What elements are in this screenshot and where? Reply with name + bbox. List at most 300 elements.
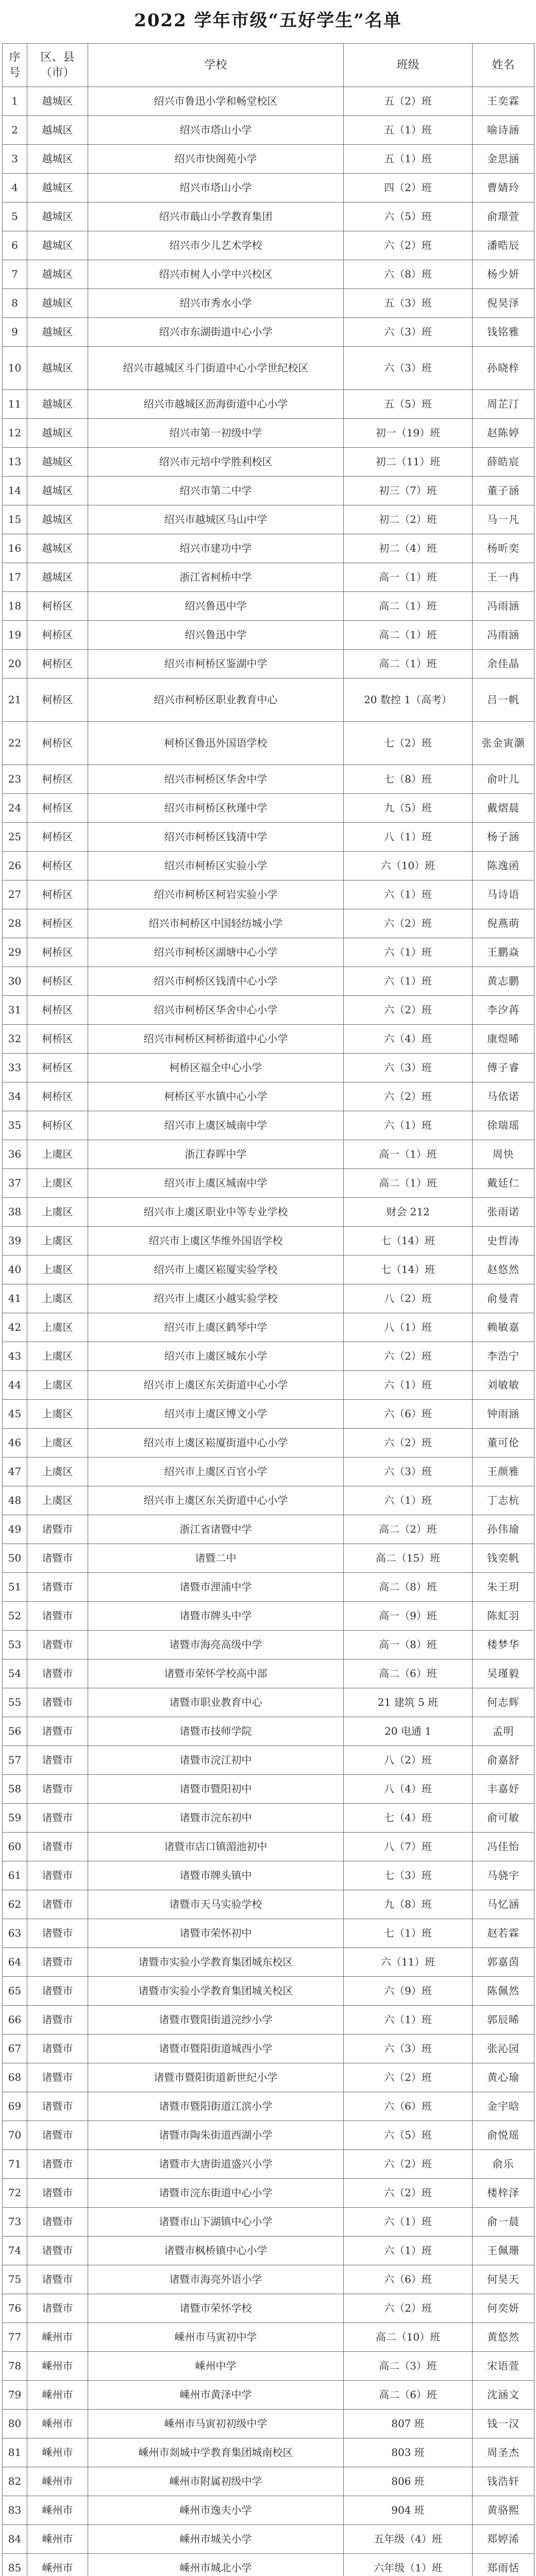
cell-district: 上虞区 [27, 1140, 88, 1169]
cell-school: 嵊州市黄泽中学 [88, 2381, 344, 2410]
table-row [3, 2092, 534, 2121]
header-row [3, 44, 534, 87]
cell-district: 柯桥区 [27, 794, 88, 823]
cell-district: 上虞区 [27, 1342, 88, 1371]
table-row [3, 1746, 534, 1775]
table-row [3, 2496, 534, 2525]
cell-district: 诸暨市 [27, 2092, 88, 2121]
cell-number: 73 [3, 2208, 27, 2236]
cell-district: 诸暨市 [27, 2179, 88, 2208]
cell-number: 35 [3, 1111, 27, 1140]
table-row [3, 1082, 534, 1111]
cell-name: 喻诗涵 [473, 116, 534, 145]
table-row [3, 2265, 534, 2294]
cell-number: 82 [3, 2467, 27, 2496]
table-row [3, 87, 534, 116]
cell-class: 七（2）班 [344, 722, 473, 765]
cell-school: 绍兴市上虞区崧厦实验学校 [88, 1256, 344, 1284]
cell-name: 钱铭雅 [473, 318, 534, 347]
cell-district: 越城区 [27, 116, 88, 145]
cell-name: 钟雨涵 [473, 1400, 534, 1429]
cell-district: 诸暨市 [27, 1948, 88, 1977]
cell-district: 上虞区 [27, 1429, 88, 1458]
table-header [3, 44, 534, 87]
cell-number: 75 [3, 2265, 27, 2294]
cell-class: 高二（8）班 [344, 1573, 473, 1602]
table-row [3, 2381, 534, 2410]
cell-class: 七（3）班 [344, 1861, 473, 1890]
table-row [3, 1284, 534, 1313]
cell-district: 上虞区 [27, 1486, 88, 1515]
cell-number: 81 [3, 2438, 27, 2467]
table-row [3, 2179, 534, 2208]
cell-class: 六年级（1）班 [344, 2554, 473, 2576]
cell-name: 黄骆熙 [473, 2496, 534, 2525]
cell-district: 柯桥区 [27, 938, 88, 967]
cell-district: 上虞区 [27, 1284, 88, 1313]
cell-number: 22 [3, 722, 27, 765]
cell-school: 绍兴市蕺山小学教育集团 [88, 202, 344, 231]
cell-name: 孙伟瑜 [473, 1515, 534, 1544]
cell-school: 诸暨市牌头镇中 [88, 1861, 344, 1890]
cell-school: 诸暨市大唐街道盛兴小学 [88, 2150, 344, 2179]
cell-number: 20 [3, 650, 27, 679]
cell-school: 绍兴市柯桥区鉴湖中学 [88, 650, 344, 679]
cell-number: 58 [3, 1775, 27, 1804]
cell-school: 嵊州市马寅初初级中学 [88, 2410, 344, 2438]
cell-name: 郭辰晞 [473, 2006, 534, 2035]
cell-district: 嵊州市 [27, 2352, 88, 2381]
cell-class: 七（4）班 [344, 1804, 473, 1833]
cell-number: 19 [3, 621, 27, 650]
cell-district: 越城区 [27, 477, 88, 505]
table-row [3, 448, 534, 477]
cell-name: 杨昕奕 [473, 534, 534, 563]
cell-district: 嵊州市 [27, 2410, 88, 2438]
table-row [3, 174, 534, 202]
cell-district: 诸暨市 [27, 2265, 88, 2294]
cell-class: 高一（8）班 [344, 1631, 473, 1659]
cell-school: 绍兴市柯桥区中国轻纺城小学 [88, 909, 344, 938]
cell-class: 六（6）班 [344, 2092, 473, 2121]
cell-class: 六（2）班 [344, 996, 473, 1025]
table-row [3, 1919, 534, 1948]
table-row [3, 231, 534, 260]
cell-school: 诸暨市暨阳街道浣纱小学 [88, 2006, 344, 2035]
cell-class: 五（5）班 [344, 390, 473, 419]
table-row [3, 1804, 534, 1833]
cell-number: 30 [3, 967, 27, 996]
cell-class: 六（1）班 [344, 2006, 473, 2035]
cell-name: 何奕妍 [473, 2294, 534, 2323]
table-row [3, 1977, 534, 2006]
cell-name: 陈佩然 [473, 1977, 534, 2006]
cell-number: 62 [3, 1890, 27, 1919]
cell-class: 六（3）班 [344, 2035, 473, 2063]
cell-district: 柯桥区 [27, 909, 88, 938]
table-body [3, 87, 534, 2576]
cell-class: 五（1）班 [344, 145, 473, 174]
cell-class: 高二（6）班 [344, 1659, 473, 1688]
cell-class: 六（11）班 [344, 1948, 473, 1977]
table-row [3, 2150, 534, 2179]
cell-class: 九（8）班 [344, 1890, 473, 1919]
cell-school: 绍兴市上虞区东关街道中心小学 [88, 1371, 344, 1400]
cell-district: 柯桥区 [27, 1111, 88, 1140]
cell-school: 诸暨市陶朱街道西湖小学 [88, 2121, 344, 2150]
cell-school: 绍兴市秀水小学 [88, 289, 344, 318]
cell-class: 21 建筑 5 班 [344, 1688, 473, 1717]
cell-name: 赖敏嘉 [473, 1313, 534, 1342]
cell-number: 49 [3, 1515, 27, 1544]
cell-name: 金宇晗 [473, 2092, 534, 2121]
cell-district: 越城区 [27, 87, 88, 116]
cell-name: 孙晓梓 [473, 347, 534, 390]
cell-name: 赵若霖 [473, 1919, 534, 1948]
cell-number: 70 [3, 2121, 27, 2150]
cell-district: 柯桥区 [27, 1025, 88, 1054]
cell-name: 张金寅灏 [473, 722, 534, 765]
cell-school: 诸暨市荣怀学校 [88, 2294, 344, 2323]
cell-number: 77 [3, 2323, 27, 2352]
cell-class: 七（14）班 [344, 1227, 473, 1256]
cell-class: 财会 212 [344, 1198, 473, 1227]
table-row [3, 823, 534, 852]
cell-number: 56 [3, 1717, 27, 1746]
cell-district: 上虞区 [27, 1169, 88, 1198]
cell-district: 柯桥区 [27, 996, 88, 1025]
cell-name: 俞璟萱 [473, 202, 534, 231]
cell-school: 绍兴市越城区马山中学 [88, 505, 344, 534]
cell-district: 柯桥区 [27, 722, 88, 765]
cell-school: 浙江春晖中学 [88, 1140, 344, 1169]
cell-number: 50 [3, 1544, 27, 1573]
cell-name: 赵悠然 [473, 1256, 534, 1284]
cell-number: 39 [3, 1227, 27, 1256]
cell-name: 钱奕帆 [473, 1544, 534, 1573]
table-row [3, 938, 534, 967]
cell-school: 绍兴市柯桥区华舍中心小学 [88, 996, 344, 1025]
cell-class: 高一（1）班 [344, 1140, 473, 1169]
cell-name: 楼梓泽 [473, 2179, 534, 2208]
cell-name: 丁志杭 [473, 1486, 534, 1515]
cell-class: 高一（9）班 [344, 1602, 473, 1631]
table-row [3, 2438, 534, 2467]
cell-class: 初二（4）班 [344, 534, 473, 563]
cell-school: 绍兴市柯桥区华舍中学 [88, 765, 344, 794]
cell-district: 诸暨市 [27, 2236, 88, 2265]
cell-district: 诸暨市 [27, 1688, 88, 1717]
table-row [3, 1313, 534, 1342]
cell-number: 38 [3, 1198, 27, 1227]
table-row [3, 1429, 534, 1458]
table-row [3, 880, 534, 909]
cell-school: 诸暨市山下湖镇中心小学 [88, 2208, 344, 2236]
cell-name: 杨子涵 [473, 823, 534, 852]
cell-name: 刘敏敏 [473, 1371, 534, 1400]
cell-name: 马诗语 [473, 880, 534, 909]
cell-district: 柯桥区 [27, 852, 88, 880]
cell-district: 嵊州市 [27, 2554, 88, 2576]
cell-number: 74 [3, 2236, 27, 2265]
cell-class: 六（6）班 [344, 2265, 473, 2294]
cell-name: 杨少妍 [473, 260, 534, 289]
table-row [3, 2006, 534, 2035]
cell-district: 诸暨市 [27, 2121, 88, 2150]
cell-district: 越城区 [27, 174, 88, 202]
cell-school: 绍兴市上虞区鹤琴中学 [88, 1313, 344, 1342]
cell-name: 沈涵文 [473, 2381, 534, 2410]
cell-name: 倪昊泽 [473, 289, 534, 318]
cell-name: 戴廷仁 [473, 1169, 534, 1198]
cell-class: 20 电通 1 [344, 1717, 473, 1746]
cell-class: 九（5）班 [344, 794, 473, 823]
cell-district: 越城区 [27, 563, 88, 592]
cell-number: 8 [3, 289, 27, 318]
cell-number: 37 [3, 1169, 27, 1198]
cell-number: 42 [3, 1313, 27, 1342]
cell-name: 何志辉 [473, 1688, 534, 1717]
cell-class: 六（4）班 [344, 1025, 473, 1054]
cell-district: 上虞区 [27, 1400, 88, 1429]
cell-number: 5 [3, 202, 27, 231]
table-row [3, 419, 534, 448]
cell-number: 47 [3, 1458, 27, 1486]
table-row [3, 679, 534, 722]
cell-name: 钱浩轩 [473, 2467, 534, 2496]
cell-class: 五（3）班 [344, 289, 473, 318]
cell-school: 绍兴市柯桥区实验小学 [88, 852, 344, 880]
cell-school: 诸暨市暨阳街道城西小学 [88, 2035, 344, 2063]
table-row [3, 289, 534, 318]
cell-school: 诸暨市职业教育中心 [88, 1688, 344, 1717]
cell-number: 33 [3, 1054, 27, 1082]
cell-class: 六（6）班 [344, 1400, 473, 1429]
cell-school: 绍兴市柯桥区秋瑾中学 [88, 794, 344, 823]
cell-class: 高二（10）班 [344, 2323, 473, 2352]
table-row [3, 1111, 534, 1140]
cell-number: 55 [3, 1688, 27, 1717]
cell-school: 诸暨市浣东初中 [88, 1804, 344, 1833]
cell-number: 17 [3, 563, 27, 592]
cell-number: 84 [3, 2525, 27, 2554]
cell-school: 诸暨市天马实验学校 [88, 1890, 344, 1919]
cell-name: 俞嘉舒 [473, 1746, 534, 1775]
table-row [3, 1169, 534, 1198]
cell-school: 绍兴市柯桥区柯桥街道中心小学 [88, 1025, 344, 1054]
cell-district: 越城区 [27, 390, 88, 419]
cell-number: 23 [3, 765, 27, 794]
cell-school: 绍兴市树人小学中兴校区 [88, 260, 344, 289]
table-row [3, 1948, 534, 1977]
cell-class: 初二（11）班 [344, 448, 473, 477]
cell-school: 诸暨市实验小学教育集团城东校区 [88, 1948, 344, 1977]
cell-school: 绍兴市上虞区华维外国语学校 [88, 1227, 344, 1256]
cell-name: 张雨诺 [473, 1198, 534, 1227]
table-row [3, 852, 534, 880]
cell-school: 绍兴市建功中学 [88, 534, 344, 563]
header-cell-name: 姓名 [473, 44, 534, 87]
cell-class: 八（2）班 [344, 1746, 473, 1775]
cell-number: 36 [3, 1140, 27, 1169]
table-row [3, 1717, 534, 1746]
cell-name: 康煜晞 [473, 1025, 534, 1054]
cell-class: 六（1）班 [344, 1371, 473, 1400]
cell-number: 34 [3, 1082, 27, 1111]
cell-name: 何昊天 [473, 2265, 534, 2294]
cell-name: 王一冉 [473, 563, 534, 592]
cell-number: 51 [3, 1573, 27, 1602]
cell-class: 八（1）班 [344, 1313, 473, 1342]
cell-number: 44 [3, 1371, 27, 1400]
cell-class: 初一（19）班 [344, 419, 473, 448]
table-row [3, 909, 534, 938]
cell-district: 诸暨市 [27, 1977, 88, 2006]
cell-district: 柯桥区 [27, 967, 88, 996]
cell-school: 绍兴市柯桥区柯岩实验小学 [88, 880, 344, 909]
cell-district: 诸暨市 [27, 1804, 88, 1833]
table-row [3, 563, 534, 592]
cell-name: 潘晧辰 [473, 231, 534, 260]
cell-class: 六（1）班 [344, 2208, 473, 2236]
cell-name: 俞乐 [473, 2150, 534, 2179]
cell-class: 初三（7）班 [344, 477, 473, 505]
cell-class: 六（3）班 [344, 318, 473, 347]
cell-number: 76 [3, 2294, 27, 2323]
table-row [3, 2323, 534, 2352]
cell-class: 六（1）班 [344, 967, 473, 996]
table-row [3, 1573, 534, 1602]
cell-class: 六（3）班 [344, 1054, 473, 1082]
cell-number: 53 [3, 1631, 27, 1659]
cell-number: 3 [3, 145, 27, 174]
cell-number: 41 [3, 1284, 27, 1313]
cell-school: 诸暨市荣怀学校高中部 [88, 1659, 344, 1688]
cell-district: 柯桥区 [27, 765, 88, 794]
cell-number: 68 [3, 2063, 27, 2092]
table-row [3, 534, 534, 563]
cell-name: 倪燕萌 [473, 909, 534, 938]
cell-number: 10 [3, 347, 27, 390]
cell-class: 807 班 [344, 2410, 473, 2438]
cell-district: 诸暨市 [27, 2150, 88, 2179]
cell-school: 绍兴市柯桥区职业教育中心 [88, 679, 344, 722]
cell-class: 六（5）班 [344, 2121, 473, 2150]
cell-class: 高二（2）班 [344, 1515, 473, 1544]
cell-school: 嵊州市城关小学 [88, 2525, 344, 2554]
cell-name: 冯雨涵 [473, 621, 534, 650]
table-row [3, 505, 534, 534]
cell-number: 85 [3, 2554, 27, 2576]
cell-district: 上虞区 [27, 1371, 88, 1400]
cell-class: 高二（1）班 [344, 621, 473, 650]
cell-district: 诸暨市 [27, 2063, 88, 2092]
table-row [3, 1025, 534, 1054]
cell-number: 66 [3, 2006, 27, 2035]
cell-class: 六（2）班 [344, 1082, 473, 1111]
cell-school: 绍兴市上虞区博文小学 [88, 1400, 344, 1429]
cell-class: 六（2）班 [344, 2294, 473, 2323]
cell-class: 七（14）班 [344, 1256, 473, 1284]
cell-school: 诸暨市海亮高级中学 [88, 1631, 344, 1659]
cell-name: 俞叶儿 [473, 765, 534, 794]
table-row [3, 1227, 534, 1256]
cell-class: 六（8）班 [344, 260, 473, 289]
table-row [3, 1659, 534, 1688]
cell-district: 柯桥区 [27, 1082, 88, 1111]
table-row [3, 2236, 534, 2265]
header-cell-school: 学校 [88, 44, 344, 87]
cell-school: 绍兴市上虞区城南中学 [88, 1111, 344, 1140]
cell-district: 柯桥区 [27, 592, 88, 621]
cell-number: 21 [3, 679, 27, 722]
cell-class: 高二（3）班 [344, 2352, 473, 2381]
cell-district: 上虞区 [27, 1256, 88, 1284]
cell-number: 72 [3, 2179, 27, 2208]
cell-number: 29 [3, 938, 27, 967]
cell-name: 李汐苒 [473, 996, 534, 1025]
table-row [3, 1602, 534, 1631]
cell-school: 绍兴市上虞区东关街道中心小学 [88, 1486, 344, 1515]
cell-number: 32 [3, 1025, 27, 1054]
cell-district: 诸暨市 [27, 1919, 88, 1948]
cell-district: 诸暨市 [27, 2006, 88, 2035]
cell-number: 46 [3, 1429, 27, 1458]
cell-school: 嵊州市逸夫小学 [88, 2496, 344, 2525]
cell-school: 绍兴市上虞区城南中学 [88, 1169, 344, 1198]
cell-number: 69 [3, 2092, 27, 2121]
cell-class: 六（3）班 [344, 1458, 473, 1486]
cell-class: 六（1）班 [344, 2236, 473, 2265]
cell-name: 冯佳怡 [473, 1833, 534, 1861]
cell-name: 余佳晶 [473, 650, 534, 679]
cell-name: 宋语萱 [473, 2352, 534, 2381]
table-row [3, 145, 534, 174]
table-row [3, 967, 534, 996]
cell-name: 董可伦 [473, 1429, 534, 1458]
cell-name: 楼梦华 [473, 1631, 534, 1659]
cell-number: 14 [3, 477, 27, 505]
cell-number: 63 [3, 1919, 27, 1948]
cell-class: 八（1）班 [344, 823, 473, 852]
cell-school: 诸暨市海亮外语小学 [88, 2265, 344, 2294]
cell-name: 曹婧玲 [473, 174, 534, 202]
cell-name: 张沁园 [473, 2035, 534, 2063]
cell-school: 诸暨二中 [88, 1544, 344, 1573]
cell-class: 高二（1）班 [344, 650, 473, 679]
cell-name: 金思涵 [473, 145, 534, 174]
cell-district: 越城区 [27, 231, 88, 260]
cell-name: 朱王玥 [473, 1573, 534, 1602]
cell-school: 绍兴市上虞区城东小学 [88, 1342, 344, 1371]
cell-school: 绍兴市上虞区职业中等专业学校 [88, 1198, 344, 1227]
cell-class: 六（1）班 [344, 1486, 473, 1515]
cell-name: 丰嘉妤 [473, 1775, 534, 1804]
cell-school: 诸暨市实验小学教育集团城关校区 [88, 1977, 344, 2006]
cell-name: 周芷汀 [473, 390, 534, 419]
cell-school: 绍兴市第二中学 [88, 477, 344, 505]
cell-school: 诸暨市牌头中学 [88, 1602, 344, 1631]
cell-name: 马忆涵 [473, 1890, 534, 1919]
cell-class: 八（7）班 [344, 1833, 473, 1861]
cell-school: 绍兴市东湖街道中心小学 [88, 318, 344, 347]
cell-number: 65 [3, 1977, 27, 2006]
cell-district: 诸暨市 [27, 1659, 88, 1688]
table-row [3, 318, 534, 347]
cell-number: 6 [3, 231, 27, 260]
table-row [3, 592, 534, 621]
cell-class: 六（1）班 [344, 880, 473, 909]
